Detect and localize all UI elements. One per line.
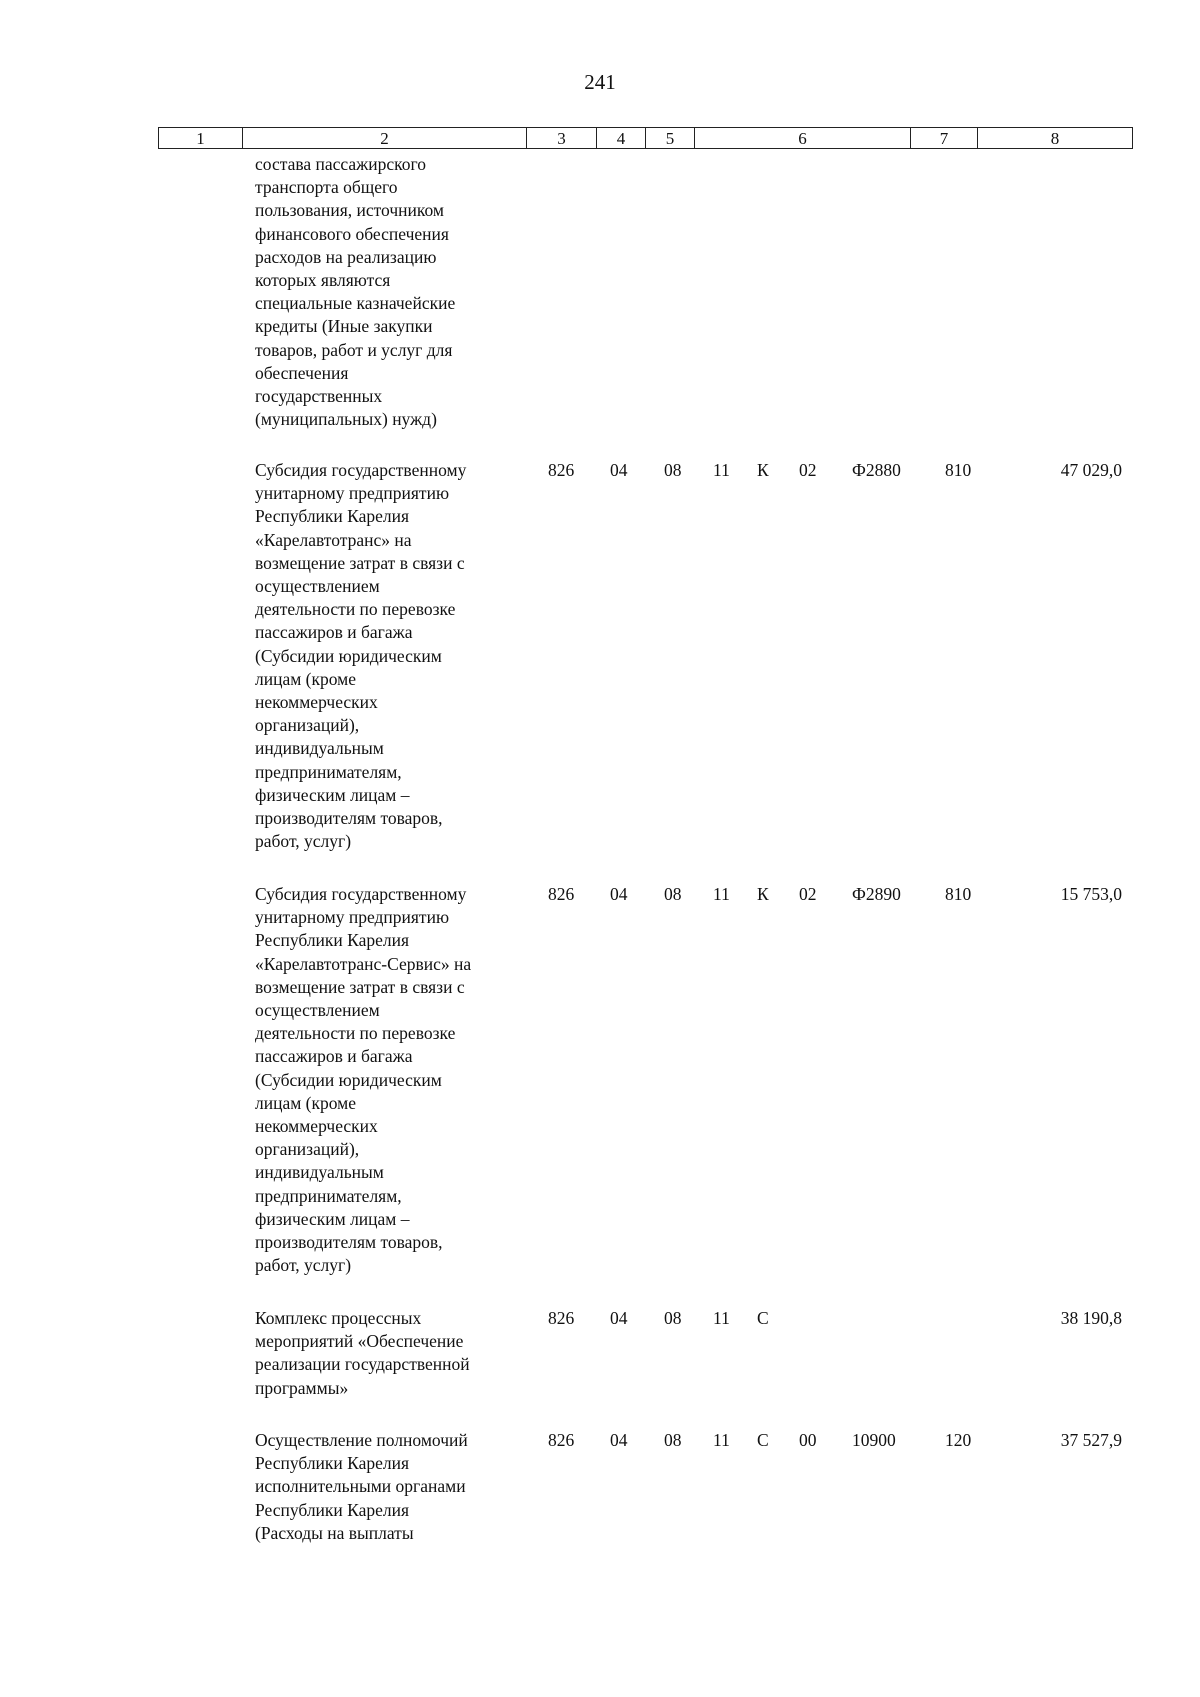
row-target-element: 02 xyxy=(799,884,817,904)
column-header-5: 5 xyxy=(646,128,695,149)
row-target-element: 02 xyxy=(799,460,817,480)
row-subsection: 08 xyxy=(664,884,682,904)
row-target-type: К xyxy=(757,884,769,904)
row-target-program: 11 xyxy=(713,1308,730,1328)
row-target-type: С xyxy=(757,1430,769,1450)
row-target-direction: Ф2880 xyxy=(852,460,901,480)
row-target-program: 11 xyxy=(713,460,730,480)
row-section: 04 xyxy=(610,460,628,480)
row-amount: 47 029,0 xyxy=(1060,460,1122,480)
row-amount: 37 527,9 xyxy=(1060,1430,1122,1450)
column-header-table xyxy=(158,127,1133,149)
column-header-7: 7 xyxy=(911,128,978,149)
row-target-program: 11 xyxy=(713,1430,730,1450)
column-header-3: 3 xyxy=(527,128,597,149)
row-code: 826 xyxy=(548,884,575,904)
row-target-direction: Ф2890 xyxy=(852,884,901,904)
row-section: 04 xyxy=(610,884,628,904)
row-target-program: 11 xyxy=(713,884,730,904)
row-code: 826 xyxy=(548,1308,575,1328)
continuation-description: состава пассажирского транспорта общего пользования, источником финансового обеспечения расходов на реализацию которых являются специальные казначейские кредиты (Иные закупки товаров, работ и услуг для обеспечения государственных (муниципальных) нужд) xyxy=(255,154,456,430)
column-header-1: 1 xyxy=(159,128,243,149)
row-target-type: С xyxy=(757,1308,769,1328)
row-description: Осуществление полномочий Республики Карелия исполнительными органами Республики Карелия (Расходы на выплаты xyxy=(255,1430,468,1543)
row-subsection: 08 xyxy=(664,1308,682,1328)
row-target-type: К xyxy=(757,460,769,480)
column-header-row xyxy=(159,128,1133,149)
row-expense-type: 810 xyxy=(945,460,972,480)
row-description: Субсидия государственному унитарному предприятию Республики Карелия «Карелавтотранс-Сервис» на возмещение затрат в связи с осуществлением деятельности по перевозке пассажиров и багажа (Субсидии юридическим лицам (кроме некоммерческих организаций), индивидуальным предпринимателям, физическим лицам – производителям товаров, работ, услуг) xyxy=(255,884,472,1276)
row-amount: 38 190,8 xyxy=(1060,1308,1122,1328)
row-subsection: 08 xyxy=(664,1430,682,1450)
column-header-2: 2 xyxy=(243,128,527,149)
column-header-8: 8 xyxy=(978,128,1133,149)
row-code: 826 xyxy=(548,460,575,480)
row-expense-type: 120 xyxy=(945,1430,972,1450)
row-amount: 15 753,0 xyxy=(1060,884,1122,904)
row-section: 04 xyxy=(610,1430,628,1450)
row-section: 04 xyxy=(610,1308,628,1328)
row-subsection: 08 xyxy=(664,460,682,480)
row-target-element: 00 xyxy=(799,1430,817,1450)
row-expense-type: 810 xyxy=(945,884,972,904)
row-target-direction: 10900 xyxy=(852,1430,896,1450)
page-number: 241 xyxy=(584,70,616,94)
column-header-4: 4 xyxy=(597,128,646,149)
row-description: Комплекс процессных мероприятий «Обеспечение реализации государственной программы» xyxy=(255,1308,470,1398)
column-header-6: 6 xyxy=(695,128,911,149)
row-code: 826 xyxy=(548,1430,575,1450)
row-description: Субсидия государственному унитарному предприятию Республики Карелия «Карелавтотранс» на возмещение затрат в связи с осуществлением деятельности по перевозке пассажиров и багажа (Субсидии юридическим лицам (кроме некоммерческих организаций), индивидуальным предпринимателям, физическим лицам – производителям товаров, работ, услуг) xyxy=(255,460,467,852)
